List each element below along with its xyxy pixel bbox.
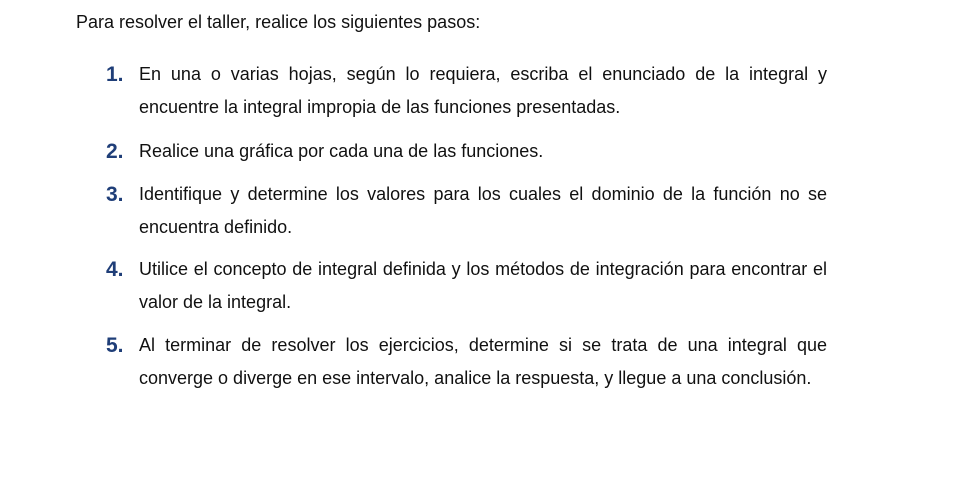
- intro-text: Para resolver el taller, realice los siguientes pasos:: [76, 12, 481, 32]
- step-text: En una o varias hojas, según lo requiera, escriba el enunciado de la integral y encuentre la integral impropia de las funciones presentadas.: [139, 64, 827, 117]
- step-text: Realice una gráfica por cada una de las funciones.: [139, 141, 544, 161]
- step-text: Al terminar de resolver los ejercicios, determine si se trata de una integral que converge o diverge en ese intervalo, analice la respuesta, y llegue a una conclusión.: [139, 335, 827, 388]
- step-number: 4.: [106, 258, 124, 281]
- step-number: 1.: [106, 63, 124, 86]
- step-number: 5.: [106, 334, 124, 357]
- step-text: Identifique y determine los valores para los cuales el dominio de la función no se encuentra definido.: [139, 184, 827, 237]
- step-number: 2.: [106, 140, 124, 163]
- step-text: Utilice el concepto de integral definida y los métodos de integración para encontrar el valor de la integral.: [139, 259, 827, 312]
- step-number: 3.: [106, 183, 124, 206]
